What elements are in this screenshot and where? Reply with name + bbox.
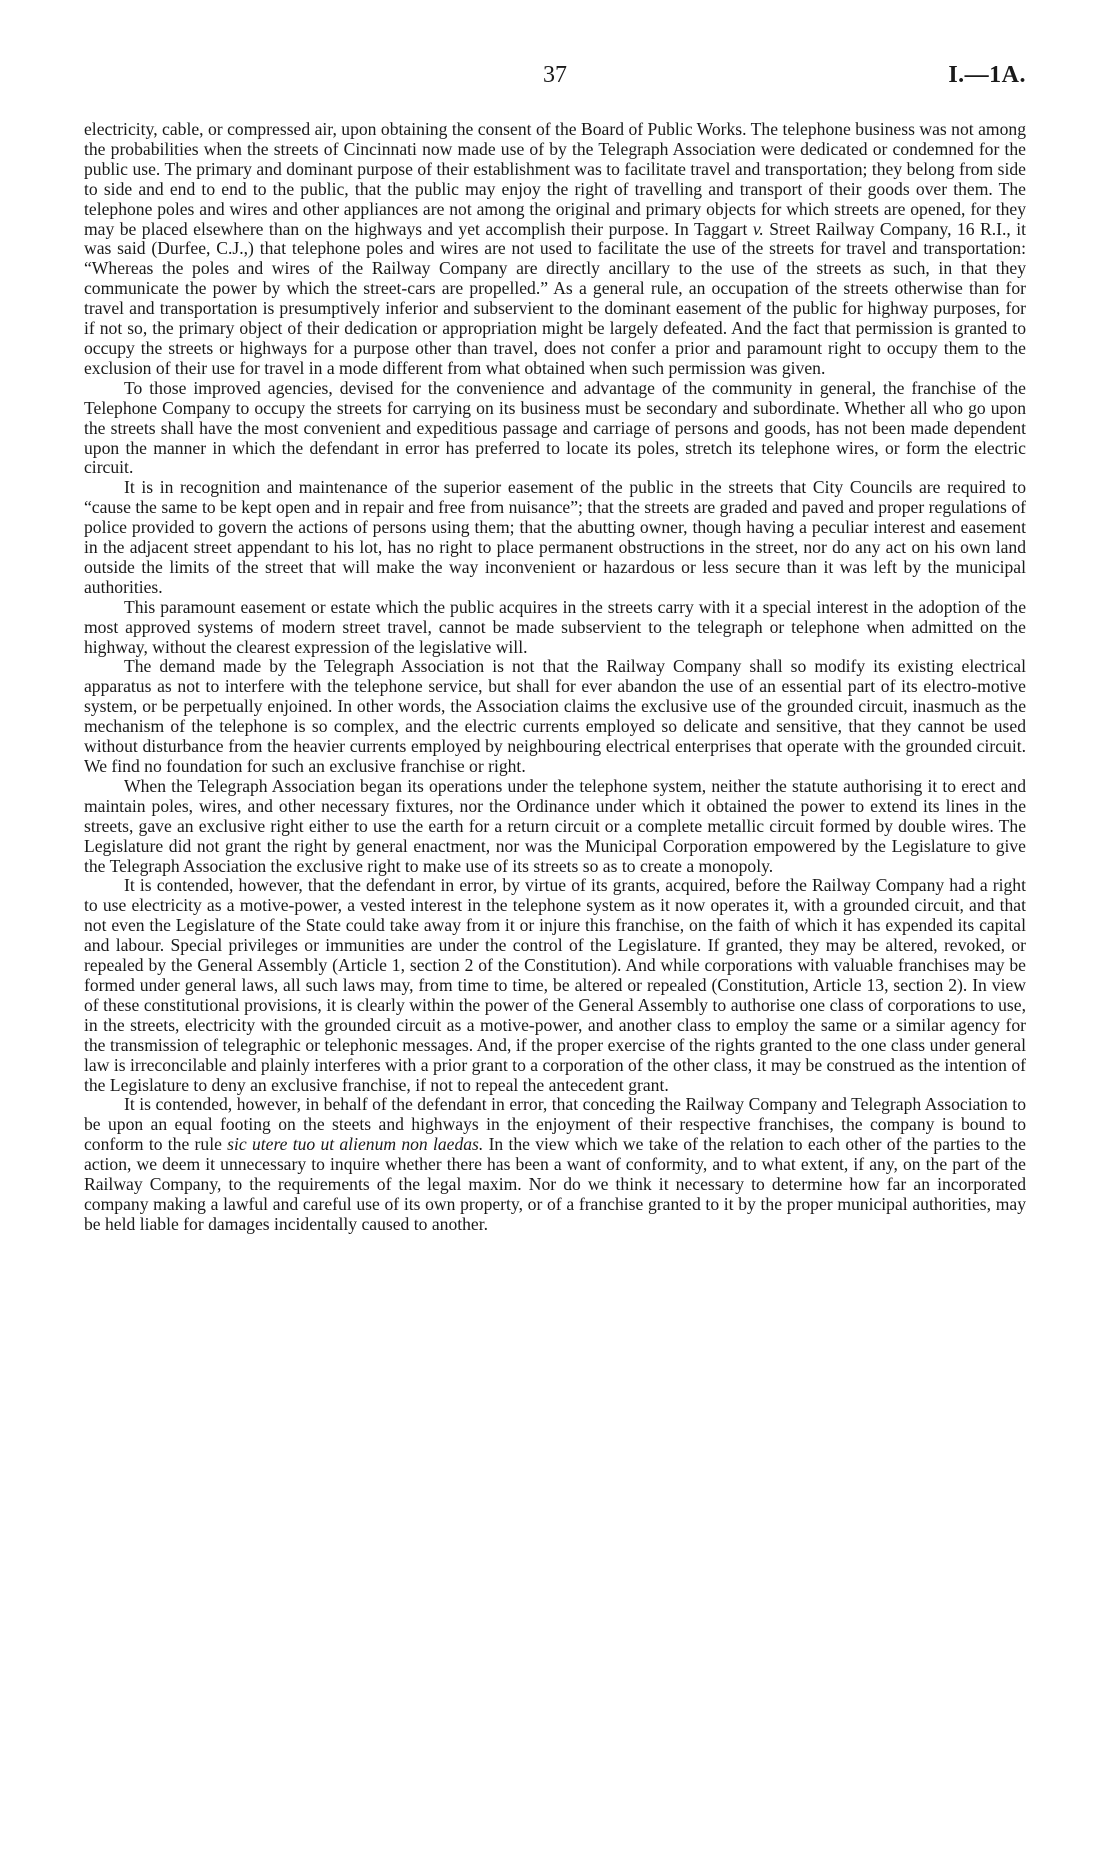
- text-run: When the Telegraph Association began its operations under the telephone system, neither the statute authorising it to erect and maintain poles, wires, and other necessary fixtures, nor the Ordinance under which it obtained the power to extend its lines in the streets, gave an exclusive right either to use the earth for a return circuit or a complete metallic circuit formed by double wires. The Legislature did not grant the right by general enactment, nor was the Municipal Corporation empowered by the Legislature to give the Telegraph Association the exclusive right to make use of its streets so as to create a monopoly.: [84, 775, 1026, 876]
- page-header: [84, 62, 1026, 98]
- italic-text: sic utere tuo ut alienum non laedas.: [227, 1134, 484, 1155]
- paragraph: [84, 120, 1026, 379]
- text-run: The demand made by the Telegraph Association is not that the Railway Company shall so modify its existing electrical apparatus as not to interfere with the telephone service, but shall for ever abandon the use of an essential part of its electro-motive system, or be perpetually enjoined. In other words, the Association claims the exclusive use of the grounded circuit, inasmuch as the mechanism of the telephone is so complex, and the electric currents employed so delicate and sensitive, that they cannot be used without disturbance from the heavier currents employed by neighbouring electrical enterprises that operate with the grounded circuit. We find no foundation for such an exclusive franchise or right.: [84, 656, 1026, 776]
- paragraph: [84, 478, 1026, 597]
- text-run: It is contended, however, that the defendant in error, by virtue of its grants, acquired, before the Railway Company had a right to use electricity as a motive-power, a vested interest in the telephone system as it now operates it, with a grounded circuit, and that not even the Legislature of the State could take away from it or injure this franchise, on the faith of which it has expended its capital and labour. Special privileges or immunities are under the control of the Legislature. If granted, they may be altered, revoked, or repealed by the General Assembly (Article 1, section 2 of the Constitution). And while corporations with valuable franchises may be formed under general laws, all such laws may, from time to time, be altered or repealed (Constitution, Article 13, section 2). In view of these constitutional provisions, it is clearly within the power of the General Assembly to authorise one class of corporations to use, in the streets, electricity with the grounded circuit as a motive-power, and another class to employ the same or a similar agency for the transmission of telegraphic or telephonic messages. And, if the proper exercise of the rights granted to the one class under general law is irreconcilable and plainly interferes with a prior grant to a corporation of the other class, it may be construed as the intention of the Legislature to deny an exclusive franchise, if not to repeal the antecedent grant.: [84, 875, 1026, 1095]
- body-text: [84, 120, 1026, 1235]
- paragraph: [84, 1095, 1026, 1234]
- page-number: 37: [543, 62, 567, 88]
- text-run: This paramount easement or estate which the public acquires in the streets carry with it a special interest in the adoption of the most approved systems of modern street travel, cannot be made subservient to the telegraph or telephone when admitted on the highway, without the clearest expression of the legislative will.: [84, 596, 1026, 657]
- italic-text: v.: [752, 218, 764, 239]
- text-run: Street Railway Company, 16 R.I., it was said (Durfee, C.J.,) that telephone poles and wires are not used to facilitate the use of the streets for travel and transportation: “Whereas the poles and wires of the Railway Company are directly ancillary to the use of the streets as such, in that they communicate the power by which the street-cars are propelled.” As a general rule, an occupation of the streets otherwise than for travel and transportation is presumptively inferior and subservient to the dominant easement of the public for highway purposes, for if not so, the primary object of their dedication or appropriation might be largely defeated. And the fact that permission is granted to occupy the streets or highways for a purpose other than travel, does not confer a prior and paramount right to occupy them to the exclusion of their use for travel in a mode different from what obtained when such permission was given.: [84, 218, 1026, 378]
- text-run: To those improved agencies, devised for the convenience and advantage of the community in general, the franchise of the Telephone Company to occupy the streets for carrying on its business must be secondary and subordinate. Whether all who go upon the streets shall have the most convenient and expeditious passage and carriage of persons and goods, has not been made dependent upon the manner in which the defendant in error has preferred to locate its poles, stretch its telephone wires, or form the electric circuit.: [84, 377, 1026, 478]
- text-run: electricity, cable, or compressed air, upon obtaining the consent of the Board of Public Works. The telephone business was not among the probabilities when the streets of Cincinnati now made use of by the Telegraph Association were dedicated or condemned for the public use. The primary and dominant purpose of their establishment was to facilitate travel and transportation; they belong from side to side and end to end to the public, that the public may enjoy the right of travelling and transport of their goods over them. The telephone poles and wires and other appliances are not among the original and primary objects for which streets are opened, for they may be placed elsewhere than on the highways and yet accomplish their purpose. In Taggart: [84, 119, 1026, 239]
- text-run: In the view which we take of the relation to each other of the parties to the action, we deem it unnecessary to inquire whether there has been a want of conformity, and to what extent, if any, on the part of the Railway Company, to the requirements of the legal maxim. Nor do we think it necessary to determine how far an incorporated company making a lawful and careful use of its own property, or of a franchise granted to it by the proper municipal authorities, may be held liable for damages incidentally caused to another.: [84, 1134, 1026, 1234]
- text-run: It is contended, however, in behalf of the defendant in error, that conceding the Railway Company and Telegraph Association to be upon an equal footing on the steets and highways in the enjoyment of their respective franchises, the company is bound to conform to the rule: [84, 1094, 1026, 1155]
- text-run: It is in recognition and maintenance of the superior easement of the public in the streets that City Councils are required to “cause the same to be kept open and in repair and free from nuisance”; that the streets are graded and paved and proper regulations of police provided to govern the actions of persons using them; that the abutting owner, though having a peculiar interest and easement in the adjacent street appendant to his lot, has no right to place permanent obstructions in the street, nor do any act on his own land outside the limits of the street that will make the way inconvenient or hazardous or less secure than it was left by the municipal authorities.: [84, 477, 1026, 597]
- paragraph: [84, 379, 1026, 479]
- paragraph: [84, 598, 1026, 658]
- page-reference: I.—1A.: [948, 62, 1026, 88]
- paragraph: [84, 777, 1026, 877]
- paragraph: [84, 876, 1026, 1095]
- paragraph: [84, 657, 1026, 776]
